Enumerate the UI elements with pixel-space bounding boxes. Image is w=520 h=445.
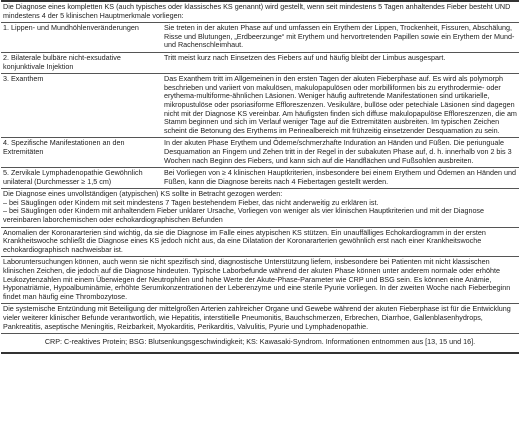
footnote-block: [1, 333, 519, 354]
table-row: [1, 138, 519, 168]
criterion-name: 5. Zervikale Lymphadenopathie Gewöhnlich unilateral (Durchmesser ≥ 1,5 cm): [1, 168, 162, 189]
systemic-text: Die systemische Entzündung mit Beteiligung der mittelgroßen Arterien zahlreicher Organe und Gewebe während der akuten Fieberphase ist für die Entwicklung vieler weiterer klinischer Befunde verantwortlich, wie Hepatitis, interstitielle Pneumonitis, Bauchschmerzen, Erbrechen, Diarrhoe, Gallenblasenhydrops, Pankreatitis, aseptische Meningitis, Reizbarkeit, Myokarditis, Perikarditis, Valvulitis, Pyurie und Lymphadenopathie.: [3, 304, 511, 331]
table-row: [1, 168, 519, 189]
table-row: [1, 52, 519, 73]
kawasaki-criteria-document: [1, 0, 519, 354]
incomplete-ks-block: [1, 188, 519, 226]
criterion-description: Das Exanthem tritt im Allgemeinen in den ersten Tagen der akuten Fieberphase auf. Es wird als polymorph beschrieben und variiert von makulösen, makulopapulösen oder morbilliformen bis zu erythrodermie- oder erythema-multiforme-ähnlichen Läsionen. Weniger häufig auftretende Manifestationen sind urtikarielle, mikropustulöse oder psoriasiforme Effloreszenzen. Vesikuläre, bullöse oder petechiale Läsionen sind dagegen nicht mit der Diagnose KS vereinbar. Am häufigsten finden sich diffuse makulopapulöse Effloreszenzen, die am Stamm beginnen und sich im Verlauf weniger Tage auf die Extremitäten ausbreiten. Im typischen Zeichen scheint die Betonung des Erythems im Perinealbereich mit frühzeitig einsetzender Desquamation zu sein.: [162, 74, 519, 138]
list-item: – bei Säuglingen oder Kindern mit anhaltendem Fieber unklarer Ursache, Vorliegen von weniger als vier klinischen Hauptkriterien und mit der Diagnose vereinbaren laborchemischen oder echokardiographischen Befunden: [3, 206, 485, 225]
coronary-block: [1, 227, 519, 257]
criterion-name: 2. Bilaterale bulbäre nicht-exsudative konjunktivale Injektion: [1, 52, 162, 73]
footnote-text: CRP: C-reaktives Protein; BSG: Blutsenkungsgeschwindigkeit; KS: Kawasaki-Syndrom. Informationen entnommen aus [13, 15 und 16].: [44, 337, 476, 347]
criterion-name: 1. Lippen- und Mundhöhlenveränderungen: [3, 23, 139, 33]
lab-text: Laboruntersuchungen können, auch wenn sie nicht spezifisch sind, diagnostische Unterstützung liefern, insbesondere bei Patienten mit nicht klassischen klinischen Zeichen, die jedoch auf die Diagnose hindeuten. Typische Laborbefunde während der akuten Phase können unter anderem normale oder erhöhte Leukozytenzahlen mit einem Überwiegen der Neutrophilen und hohe Werte der Akute-Phase-Parameter wie CRP und BSG sein. Es können eine Anämie, Hyponatriämie, Hypoalbuminämie, erhöhte Serumkonzentrationen der Leberenzyme und eine sterile Pyurie vorliegen. In der zweiten Woche nach Fieberbeginn findet man häufig eine Thrombozytose.: [3, 257, 511, 301]
intro-block: [1, 0, 519, 22]
incomplete-lead: Die Diagnose eines unvollständigen (atypischen) KS sollte in Betracht gezogen werden:: [3, 189, 283, 199]
lab-block: [1, 256, 519, 303]
criterion-description: Bei Vorliegen von ≥ 4 klinischen Hauptkriterien, insbesondere bei einem Erythem und Ödemen an Händen und Füßen, kann die Diagnose bereits nach 4 Fiebertagen gestellt werden.: [162, 168, 519, 189]
criterion-description: Sie treten in der akuten Phase auf und umfassen ein Erythem der Lippen, Trockenheit, Fissuren, Abschälung, Risse und Blutungen, „Erdbeerzunge“ mit Erythem und hervortretenden Papillen sowie ein Erythem der Mund- und Rachenschleimhaut.: [164, 23, 515, 50]
table-row: [1, 74, 519, 138]
intro-text: Die Diagnose eines kompletten KS (auch typisches oder klassisches KS genannt) wird gestellt, wenn seit mindestens 5 Tagen anhaltendes Fieber besteht UND mindestens 4 der 5 klinischen Hauptmerkmale vorliegen:: [3, 2, 511, 20]
criterion-description: Tritt meist kurz nach Einsetzen des Fiebers auf und häufig bleibt der Limbus ausgespart.: [162, 52, 519, 73]
criterion-name: 3. Exanthem: [1, 74, 162, 138]
criterion-description: In der akuten Phase Erythem und Ödeme/schmerzhafte Induration an Händen und Füßen. Die periunguale Desquamation an Fingern und Zehen tritt in der Regel in der subakuten Phase auf, d. h. innerhalb von 2 bis 3 Wochen nach Beginn des Fiebers, und kann sich auf die Handflächen und Fußsohlen ausbreiten.: [162, 138, 519, 168]
coronary-text: Anomalien der Koronararterien sind wichtig, da sie die Diagnose im Falle eines atypischen KS stützen. Ein unauffälliges Echokardiogramm in der ersten Krankheitswoche schließt die Diagnose eines KS jedoch nicht aus, da eine Dilatation der Koronararterien gewöhnlich erst nach einer Krankheitswoche echokardiographisch nachweisbar ist.: [3, 227, 486, 254]
criteria-block: [1, 22, 519, 188]
criteria-table: [1, 23, 519, 188]
table-row: [1, 23, 519, 52]
systemic-block: [1, 303, 519, 333]
criterion-name: 4. Spezifische Manifestationen an den Extremitäten: [1, 138, 162, 168]
list-item: – bei Säuglingen oder Kindern mit seit mindestens 7 Tagen bestehendem Fieber, das nicht anderweitig zu erklären ist.: [3, 197, 379, 207]
